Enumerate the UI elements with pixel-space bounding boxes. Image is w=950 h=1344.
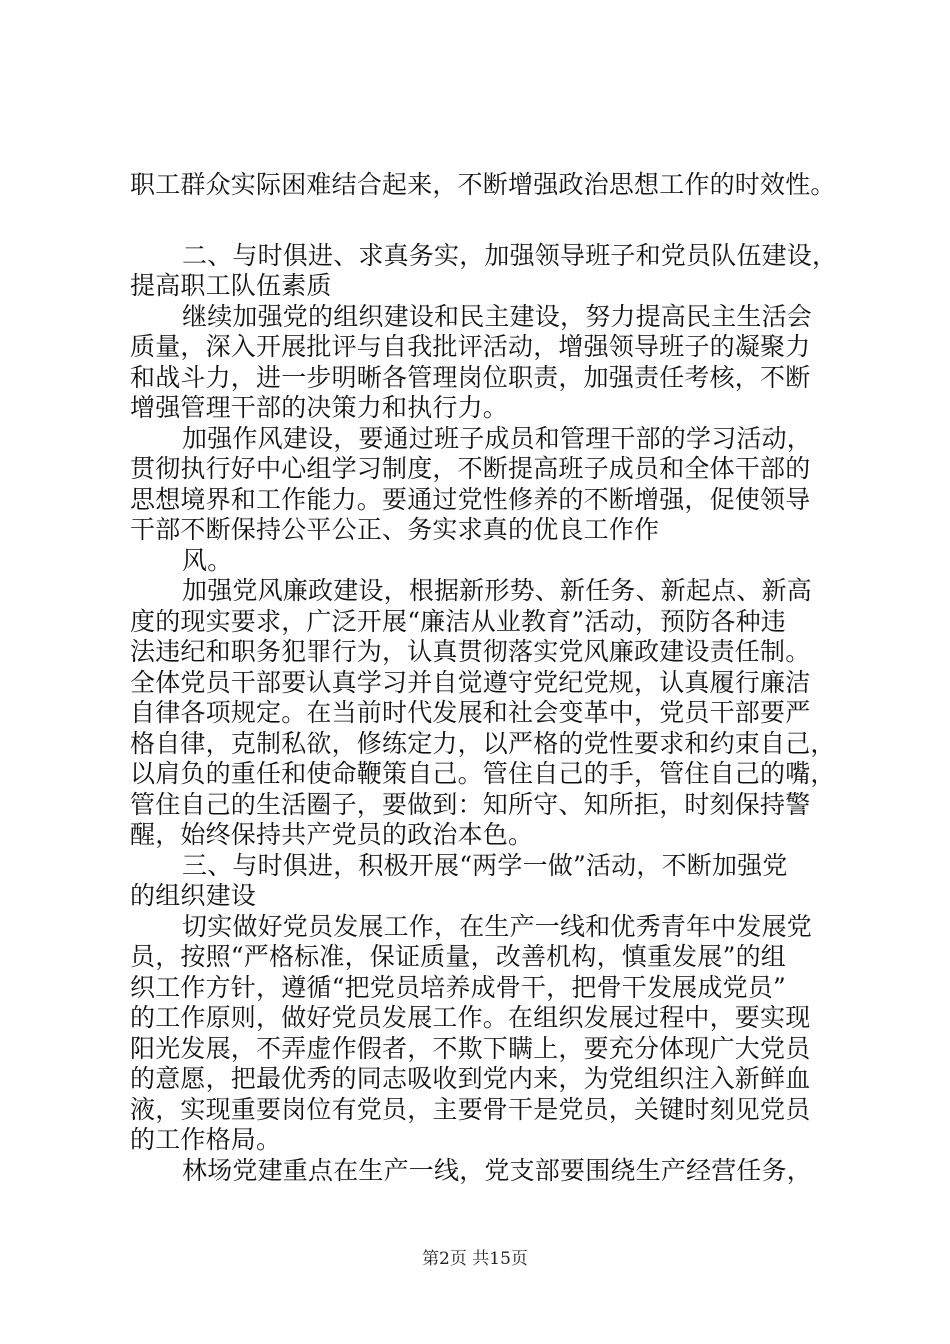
text-line: 加强作风建设，要通过班子成员和管理干部的学习活动， xyxy=(182,423,813,453)
text-line: 阳光发展，不弄虚作假者，不欺下瞒上，要充分体现广大党员 xyxy=(130,1033,811,1063)
section-heading-3-cont: 的组织建设 xyxy=(130,881,257,910)
text-line: 职工群众实际困难结合起来，不断增强政治思想工作的时效性。 xyxy=(130,170,836,199)
section-heading-2: 二、与时俱进、求真务实，加强领导班子和党员队伍建设， xyxy=(182,240,838,270)
section-heading-3: 三、与时俱进，积极开展“两学一做”活动，不断加强党 xyxy=(182,850,788,880)
text-line: 的工作格局。 xyxy=(130,1125,282,1154)
text-line: 继续加强党的组织建设和民主建设，努力提高民主生活会 xyxy=(182,301,813,331)
text-line: 切实做好党员发展工作，在生产一线和优秀青年中发展党 xyxy=(182,911,813,941)
text-line: 自律各项规定。在当前时代发展和社会变革中，党员干部要严 xyxy=(130,698,811,727)
text-line: 员，按照“严格标准，保证质量，改善机构，慎重发展”的组 xyxy=(130,942,786,971)
text-line: 格自律，克制私欲，修练定力，以严格的党性要求和约束自己， xyxy=(130,728,836,758)
text-line: 的意愿，把最优秀的同志吸收到党内来，为党组织注入新鲜血 xyxy=(130,1064,811,1093)
text-line: 度的现实要求，广泛开展“廉洁从业教育”活动，预防各种违 xyxy=(130,606,786,636)
text-line: 和战斗力，进一步明晰各管理岗位职责，加强责任考核，不断 xyxy=(130,362,811,392)
text-line: 加强党风廉政建设，根据新形势、新任务、新起点、新高 xyxy=(182,576,813,605)
text-line: 干部不断保持公平公正、务实求真的优良工作作 xyxy=(130,515,660,544)
text-line: 管住自己的生活圈子，要做到：知所守、知所拒，时刻保持警 xyxy=(130,789,811,819)
text-line: 液，实现重要岗位有党员，主要骨干是党员，关键时刻见党员 xyxy=(130,1094,811,1124)
text-line: 以肩负的重任和使命鞭策自己。管住自己的手，管住自己的嘴， xyxy=(130,759,836,788)
page-number-footer: 第2页 共15页 xyxy=(422,1249,528,1269)
text-line: 林场党建重点在生产一线，党支部要围绕生产经营任务， xyxy=(182,1155,813,1185)
text-line: 风。 xyxy=(182,545,233,575)
text-line: 贯彻执行好中心组学习制度，不断提高班子成员和全体干部的 xyxy=(130,454,811,483)
text-line: 思想境界和工作能力。要通过党性修养的不断增强，促使领导 xyxy=(130,484,811,514)
text-line: 质量，深入开展批评与自我批评活动，增强领导班子的凝聚力 xyxy=(130,332,811,361)
text-line: 醒，始终保持共产党员的政治本色。 xyxy=(130,820,534,849)
text-line: 增强管理干部的决策力和执行力。 xyxy=(130,393,509,422)
paragraph-gap xyxy=(130,201,830,241)
document-body xyxy=(130,170,838,1186)
text-line: 的工作原则，做好党员发展工作。在组织发展过程中，要实现 xyxy=(130,1003,811,1032)
text-line: 法违纪和职务犯罪行为，认真贯彻落实党风廉政建设责任制。 xyxy=(130,637,811,666)
text-line: 全体党员干部要认真学习并自觉遵守党纪党规，认真履行廉洁 xyxy=(130,667,811,697)
text-line: 织工作方针，遵循“把党员培养成骨干，把骨干发展成党员” xyxy=(130,972,786,1002)
section-heading-2-cont: 提高职工队伍素质 xyxy=(130,271,332,300)
